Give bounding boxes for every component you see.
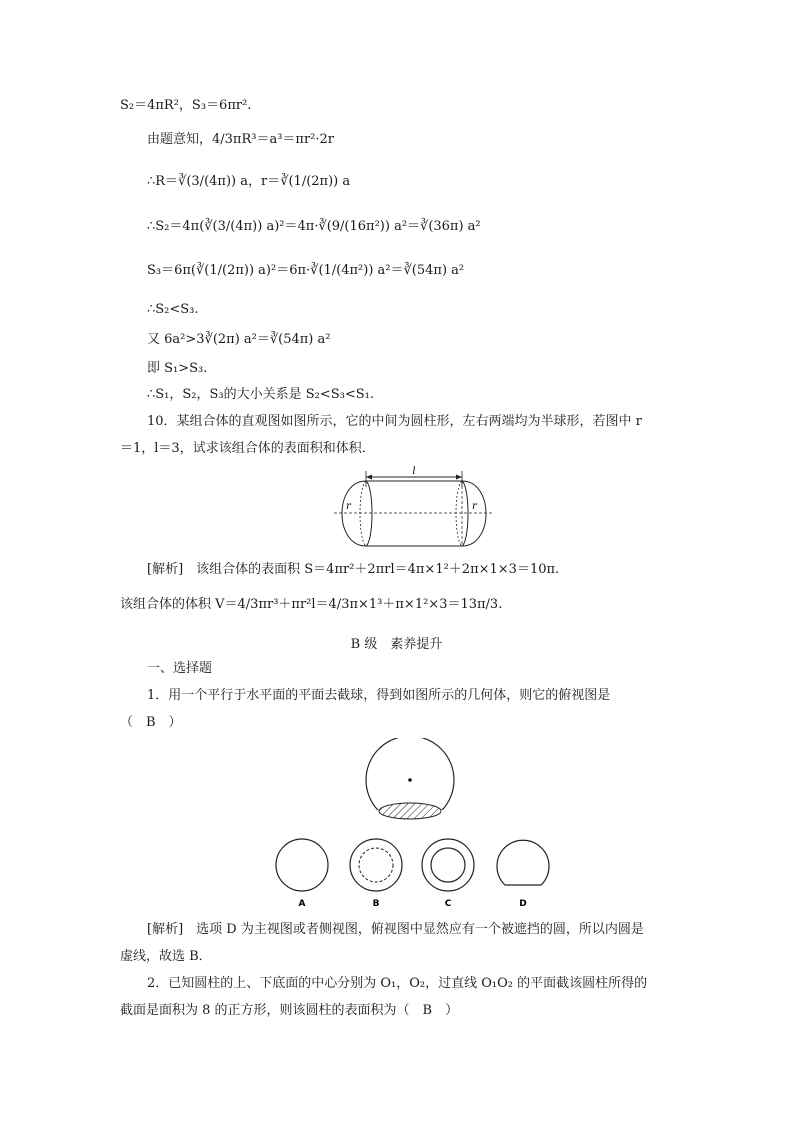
option-b-shape — [350, 839, 402, 891]
part-one-heading: 一、选择题 — [147, 661, 213, 676]
line-s3-calc: S₃＝6π(∛(1/(2π)) a)²＝6π·∛(1/(4π²)) a²＝∛(54π) a² — [147, 263, 465, 278]
q2-text-2: 截面是面积为 8 的正方形，则该圆柱的表面积为（ B ） — [120, 1003, 459, 1018]
line-s2-lt-s3: ∴S₂<S₃. — [147, 302, 199, 317]
line-condition: 由题意知，4/3πR³＝a³＝πr²·2r — [147, 132, 335, 147]
option-d-label: D — [519, 899, 527, 909]
option-c-label: C — [444, 899, 452, 909]
q1-text-2: （ B ） — [120, 715, 182, 730]
label-r-left: r — [346, 501, 351, 512]
label-r-right: r — [472, 501, 477, 512]
line-radii: ∴R＝∛(3/(4π)) a，r＝∛(1/(2π)) a — [147, 174, 351, 189]
problem10-text-2: ＝1，l＝3，试求该组合体的表面积和体积． — [120, 441, 375, 456]
line-s2-calc: ∴S₂＝4π(∛(3/(4π)) a)²＝4π·∛(9/(16π²)) a²＝∛(36π) a² — [147, 219, 481, 234]
q1-text-1: 1．用一个平行于水平面的平面去截球，得到如图所示的几何体，则它的俯视图是 — [147, 688, 611, 703]
label-l: l — [412, 466, 416, 477]
option-a-shape — [276, 839, 328, 891]
q2-text-1: 2．已知圆柱的上、下底面的中心分别为 O₁，O₂，过直线 O₁O₂ 的平面截该圆柱所得的 — [147, 976, 648, 991]
problem10-text-1: 10．某组合体的直观图如图所示，它的中间为圆柱形，左右两端均为半球形，若图中 r — [147, 414, 642, 429]
line-s2s3-def: S₂＝4πR²，S₃＝6πr². — [120, 98, 252, 113]
truncated-sphere-figure — [360, 738, 460, 828]
option-c-shape — [422, 839, 474, 891]
problem10-analysis-volume: 该组合体的体积 V＝4/3πr³＋πr²l＝4/3π×1³＋π×1²×3＝13π/3. — [120, 597, 503, 612]
section-b-heading: B 级 素养提升 — [350, 637, 443, 652]
line-conclusion: ∴S₁，S₂，S₃的大小关系是 S₂<S₃<S₁. — [147, 387, 375, 402]
option-d-shape — [497, 840, 549, 885]
q1-options — [275, 838, 565, 918]
line-s1-compare: 又 6a²>3∛(2π) a²＝∛(54π) a² — [147, 332, 331, 347]
option-a-label: A — [298, 899, 306, 909]
q1-analysis-1: [解析] 选项 D 为主视图或者侧视图，俯视图中显然应有一个被遮挡的圆，所以内圆是 — [147, 922, 644, 937]
capsule-figure — [330, 465, 530, 575]
line-s1-gt-s3: 即 S₁>S₃. — [147, 361, 208, 376]
option-b-label: B — [372, 899, 380, 909]
problem10-analysis-area: [解析] 该组合体的表面积 S＝4πr²＋2πrl＝4π×1²＋2π×1×3＝10π. — [147, 562, 560, 577]
q1-analysis-2: 虚线，故选 B． — [120, 949, 212, 964]
